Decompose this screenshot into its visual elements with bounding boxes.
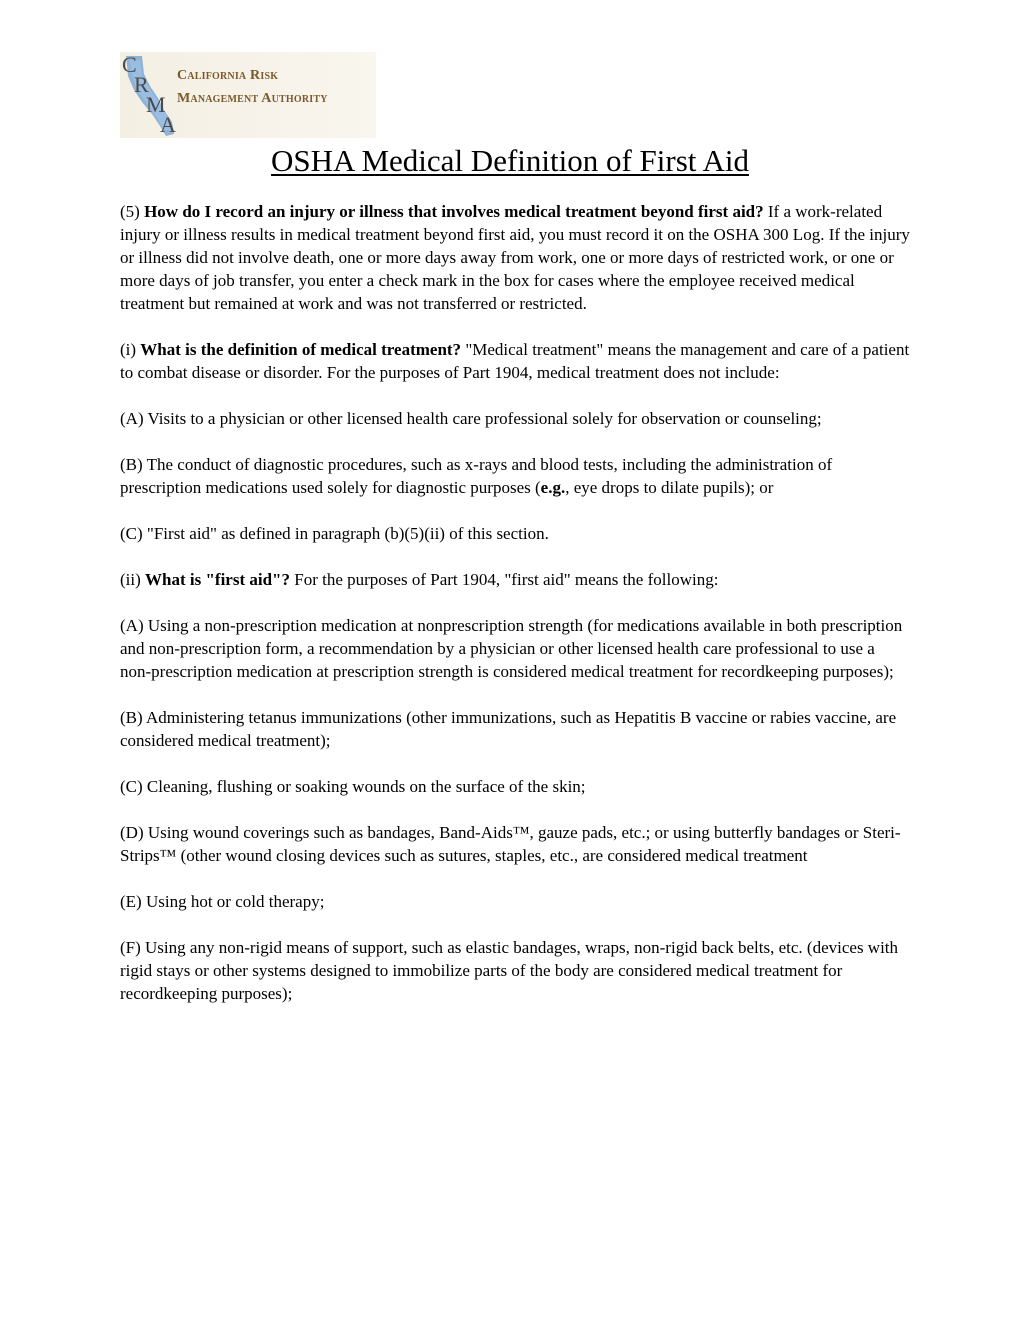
paragraph-ii-b: (B) Administering tetanus immunizations (other immunizations, such as Hepatitis B vaccine or rabies vaccine, are considered medical treatment); — [120, 708, 897, 750]
document-body — [120, 200, 910, 1028]
page-title: OSHA Medical Definition of First Aid — [271, 143, 749, 178]
paragraph-ii-a: (A) Using a non-prescription medication at nonprescription strength (for medications available in both prescription and non-prescription form, a recommendation by a physician or other licensed health care professional to use a non-prescription medication at prescription strength is considered medical treatment for recordkeeping purposes); — [120, 616, 903, 681]
paragraph-i-c: (C) "First aid" as defined in paragraph (b)(5)(ii) of this section. — [120, 524, 549, 543]
logo-name-line1: California Risk — [177, 68, 279, 83]
paragraph-ii-e: (E) Using hot or cold therapy; — [120, 892, 325, 911]
paragraph-5: (5) How do I record an injury or illness that involves medical treatment beyond first aid? If a work-related injury or illness results in medical treatment beyond first aid, you must record it on the OSHA 300 Log. If the injury or illness did not involve death, one or more days away from work, one or more days of restricted work, or one or more days of job transfer, you enter a check mark in the box for cases where the employee received medical treatment but remained at work and was not transferred or restricted. — [120, 202, 910, 313]
paragraph-i-a: (A) Visits to a physician or other licensed health care professional solely for observation or counseling; — [120, 409, 822, 428]
paragraph-ii: (ii) What is "first aid"? For the purposes of Part 1904, "first aid" means the following: — [120, 570, 719, 589]
question-ii: What is "first aid"? — [145, 570, 290, 589]
paragraph-ii-c: (C) Cleaning, flushing or soaking wounds on the surface of the skin; — [120, 777, 586, 796]
paragraph-i: (i) What is the definition of medical treatment? "Medical treatment" means the management and care of a patient to combat disease or disorder. For the purposes of Part 1904, medical treatment does not include: — [120, 340, 910, 382]
logo-letter-m: M — [146, 92, 166, 117]
logo-name-line2: Management Authority — [177, 91, 328, 106]
logo-letter-c: C — [122, 52, 137, 77]
question-i: What is the definition of medical treatment? — [140, 340, 462, 359]
crma-logo — [120, 52, 376, 138]
paragraph-ii-d: (D) Using wound coverings such as bandages, Band-Aids™, gauze pads, etc.; or using butterfly bandages or Steri-Strips™ (other wound closing devices such as sutures, staples, etc., are considered medical treatment — [120, 823, 901, 865]
question-5: How do I record an injury or illness that involves medical treatment beyond first aid? — [144, 202, 764, 221]
logo-letter-r: R — [134, 72, 149, 97]
paragraph-i-b: (B) The conduct of diagnostic procedures, such as x-rays and blood tests, including the administration of prescription medications used solely for diagnostic purposes (e.g., eye drops to dilate pupils); or — [120, 455, 833, 497]
logo-letter-a: A — [160, 112, 176, 137]
paragraph-ii-f: (F) Using any non-rigid means of support, such as elastic bandages, wraps, non-rigid back belts, etc. (devices with rigid stays or other systems designed to immobilize parts of the body are considered medical treatment for recordkeeping purposes); — [120, 938, 899, 1003]
